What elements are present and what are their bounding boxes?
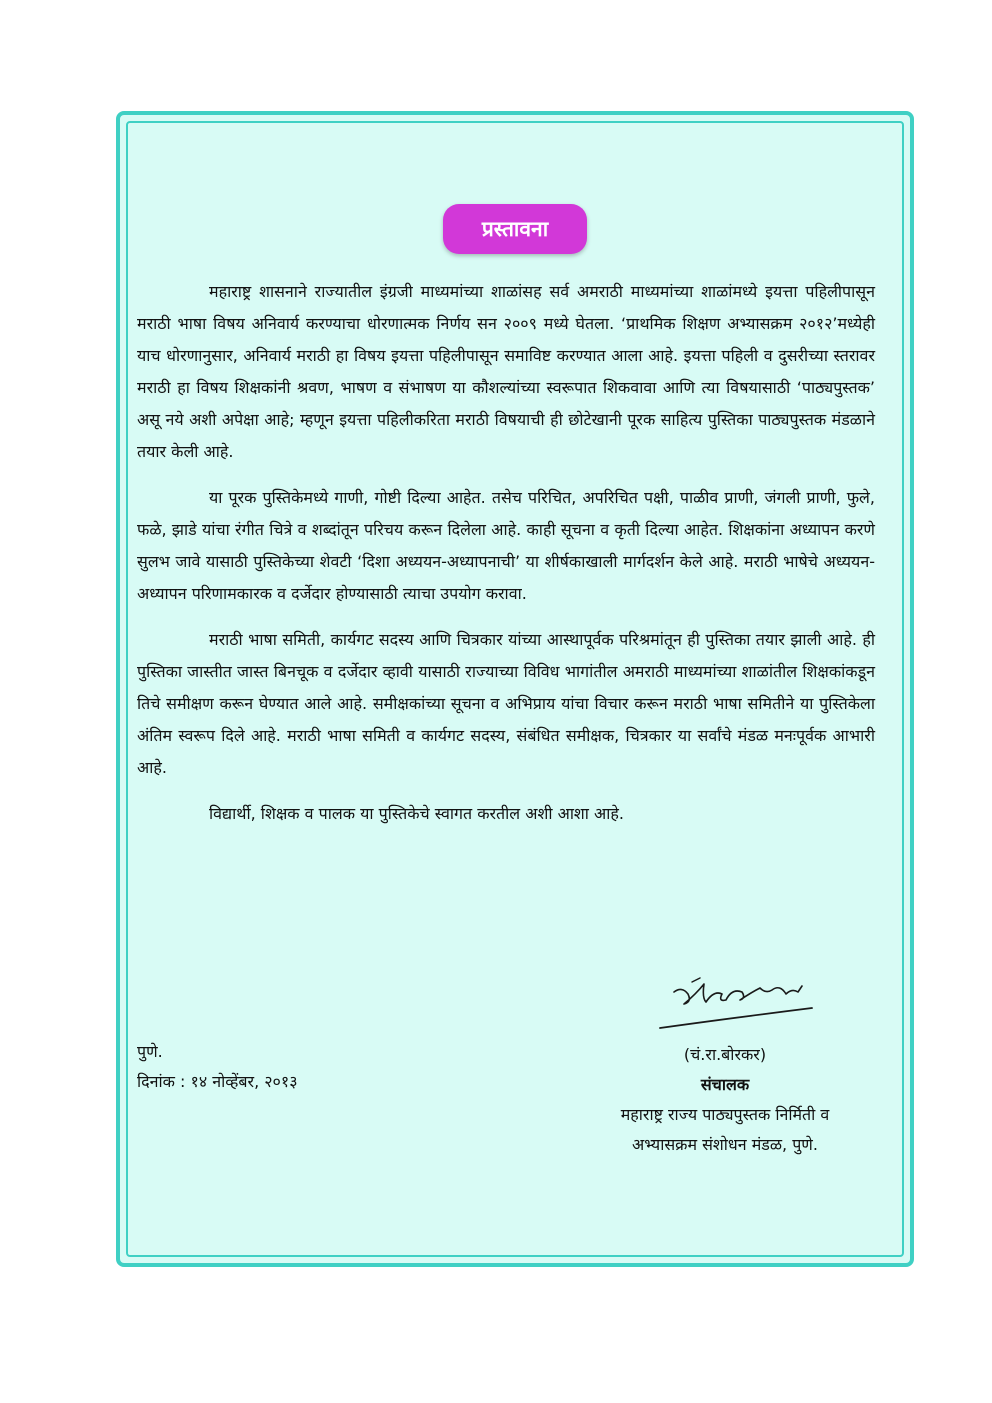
signatory-block (560, 1040, 890, 1160)
organization-line-2: अभ्यासक्रम संशोधन मंडळ, पुणे. (632, 1135, 818, 1154)
paragraph-2: या पूरक पुस्तिकेमध्ये गाणी, गोष्टी दिल्या आहेत. तसेच परिचित, अपरिचित पक्षी, पाळीव प्राणी, जंगली प्राणी, फुले, फळे, झाडे यांचा रंगीत चित्रे व शब्दांतून परिचय करून दिलेला आहे. काही सूचना व कृती दिल्या आहेत. शिक्षकांना अध्यापन करणे सुलभ जावे यासाठी पुस्तिकेच्या शेवटी ‘दिशा अध्ययन-अध्यापनाची’ या शीर्षकाखाली मार्गदर्शन केले आहे. मराठी भाषेचे अध्ययन-अध्यापन परिणामकारक व दर्जेदार होण्यासाठी त्याचा उपयोग करावा. (137, 488, 875, 603)
date-label: दिनांक : १४ नोव्हेंबर, २०१३ (137, 1072, 298, 1091)
page-title: प्रस्तावना (443, 204, 587, 254)
preface-body (137, 276, 875, 844)
paragraph-1: महाराष्ट्र शासनाने राज्यातील इंग्रजी माध्यमांच्या शाळांसह सर्व अमराठी माध्यमांच्या शाळांमध्ये इयत्ता पहिलीपासून मराठी भाषा विषय अनिवार्य करण्याचा धोरणात्मक निर्णय सन २००९ मध्ये घेतला. ‘प्राथमिक शिक्षण अभ्यासक्रम २०१२’मध्येही याच धोरणानुसार, अनिवार्य मराठी हा विषय इयत्ता पहिलीपासून समाविष्ट करण्यात आला आहे. इयत्ता पहिली व दुसरीच्या स्तरावर मराठी हा विषय शिक्षकांनी श्रवण, भाषण व संभाषण या कौशल्यांच्या स्वरूपात शिकवावा आणि त्या विषयासाठी ‘पाठ्यपुस्तक’ असू नये अशी अपेक्षा आहे; म्हणून इयत्ता पहिलीकरिता मराठी विषयाची ही छोटेखानी पूरक साहित्य पुस्तिका पाठ्यपुस्तक मंडळाने तयार केली आहे. (137, 282, 875, 461)
signatory-designation: संचालक (700, 1075, 750, 1094)
paragraph-4: विद्यार्थी, शिक्षक व पालक या पुस्तिकेचे स्वागत करतील अशी आशा आहे. (209, 804, 624, 823)
organization-line-1: महाराष्ट्र राज्य पाठ्यपुस्तक निर्मिती व (620, 1105, 830, 1124)
signatory-name: (चं.रा.बोरकर) (683, 1045, 767, 1064)
handwritten-signature (652, 964, 852, 1034)
paragraph-3: मराठी भाषा समिती, कार्यगट सदस्य आणि चित्रकार यांच्या आस्थापूर्वक परिश्रमांतून ही पुस्तिका तयार झाली आहे. ही पुस्तिका जास्तीत जास्त बिनचूक व दर्जेदार व्हावी यासाठी राज्याच्या विविध भागांतील अमराठी माध्यमांच्या शाळांतील शिक्षकांकडून तिचे समीक्षण करून घेण्यात आले आहे. समीक्षकांच्या सूचना व अभिप्राय यांचा विचार करून मराठी भाषा समितीने या पुस्तिकेला अंतिम स्वरूप दिले आहे. मराठी भाषा समिती व कार्यगट सदस्य, संबंधित समीक्षक, चित्रकार या सर्वांचे मंडळ मनःपूर्वक आभारी आहे. (137, 630, 875, 777)
place-label: पुणे. (137, 1042, 163, 1061)
